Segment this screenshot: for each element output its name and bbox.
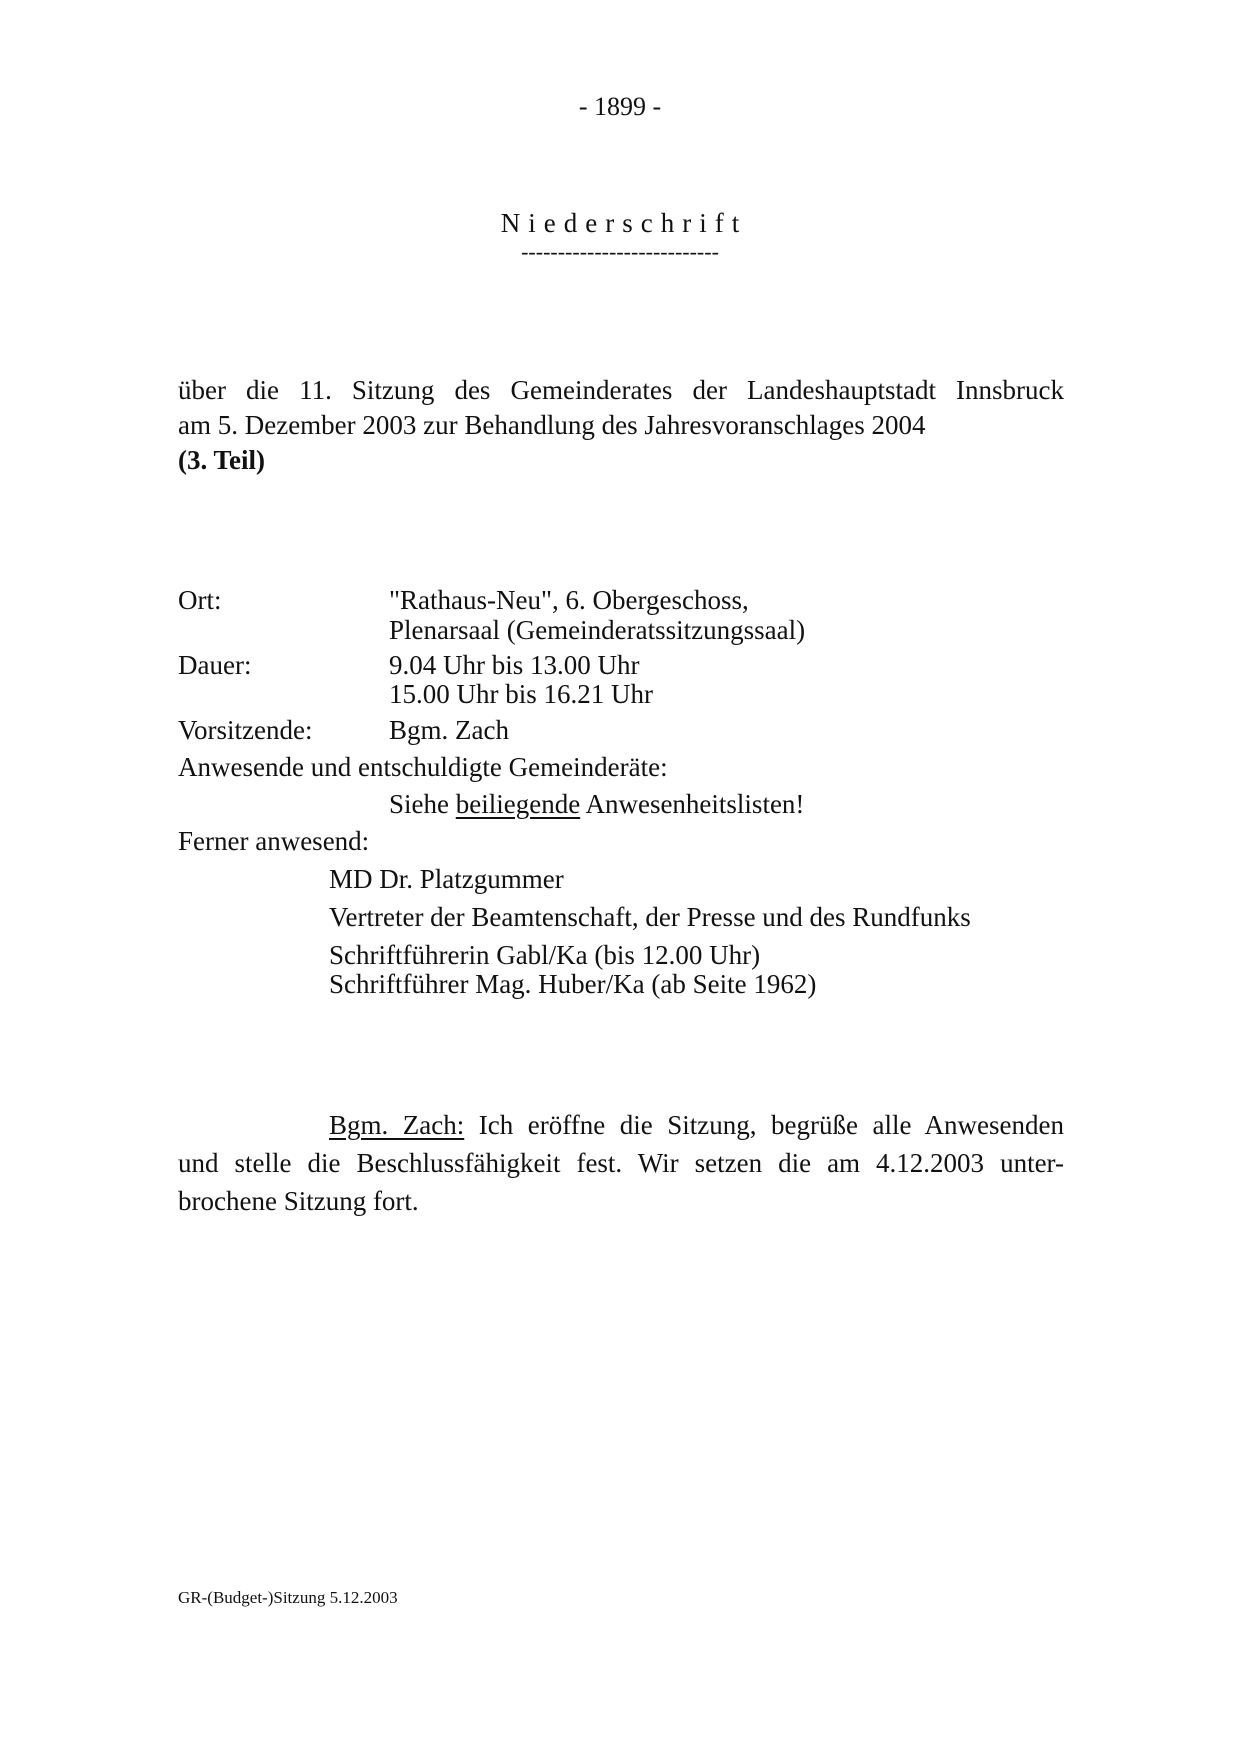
intro-line-1: über die 11. Sitzung des Gemeinderates der Landeshauptstadt Innsbruck <box>178 375 1064 405</box>
ort-label: Ort: <box>178 585 222 615</box>
dauer-value-line-2: 15.00 Uhr bis 16.21 Uhr <box>389 679 653 709</box>
attendance-note-post: Anwesenheitslisten! <box>580 789 805 819</box>
anwesende-label: Anwesende und entschuldigte Gemeinderäte: <box>178 752 668 782</box>
ferner-item: Vertreter der Beamtenschaft, der Presse und des Rundfunks <box>329 902 971 932</box>
opening-line-1-text: Ich eröffne die Sitzung, begrüße alle Anwesenden <box>464 1110 1064 1140</box>
page-footer: GR-(Budget-)Sitzung 5.12.2003 <box>178 1588 398 1607</box>
dauer-label: Dauer: <box>178 650 252 680</box>
dauer-value-line-1: 9.04 Uhr bis 13.00 Uhr <box>389 650 640 680</box>
ferner-item: Schriftführerin Gabl/Ka (bis 12.00 Uhr) <box>329 940 761 970</box>
ferner-item: MD Dr. Platzgummer <box>329 864 564 894</box>
session-intro <box>178 373 1064 478</box>
vorsitz-value: Bgm. Zach <box>389 715 509 745</box>
page-number: - 1899 - <box>578 92 662 121</box>
title-underline-rule: --------------------------- <box>521 239 719 264</box>
document-title: Niederschrift <box>500 208 748 238</box>
opening-line-2: und stelle die Beschlussfähigkeit fest. Wir setzen die am 4.12.2003 unter- <box>178 1148 1064 1178</box>
intro-part-label: (3. Teil) <box>178 445 266 475</box>
speaker-name: Bgm. Zach: <box>329 1110 465 1140</box>
attendance-note-underlined: beiliegende <box>455 789 581 819</box>
ort-value-line-2: Plenarsaal (Gemeinderatssitzungssaal) <box>389 615 806 645</box>
intro-line-2: am 5. Dezember 2003 zur Behandlung des Jahresvoranschlages 2004 <box>178 410 926 440</box>
opening-line-3: brochene Sitzung fort. <box>178 1186 419 1216</box>
attendance-note-pre: Siehe <box>389 789 456 819</box>
ort-value-line-1: "Rathaus-Neu", 6. Obergeschoss, <box>389 585 749 615</box>
ferner-item: Schriftführer Mag. Huber/Ka (ab Seite 1962) <box>329 969 817 999</box>
ferner-label: Ferner anwesend: <box>178 826 370 856</box>
opening-paragraph <box>178 1106 1064 1220</box>
opening-line-1 <box>178 1106 1064 1144</box>
attendance-note <box>389 787 804 822</box>
vorsitz-label: Vorsitzende: <box>178 715 313 745</box>
